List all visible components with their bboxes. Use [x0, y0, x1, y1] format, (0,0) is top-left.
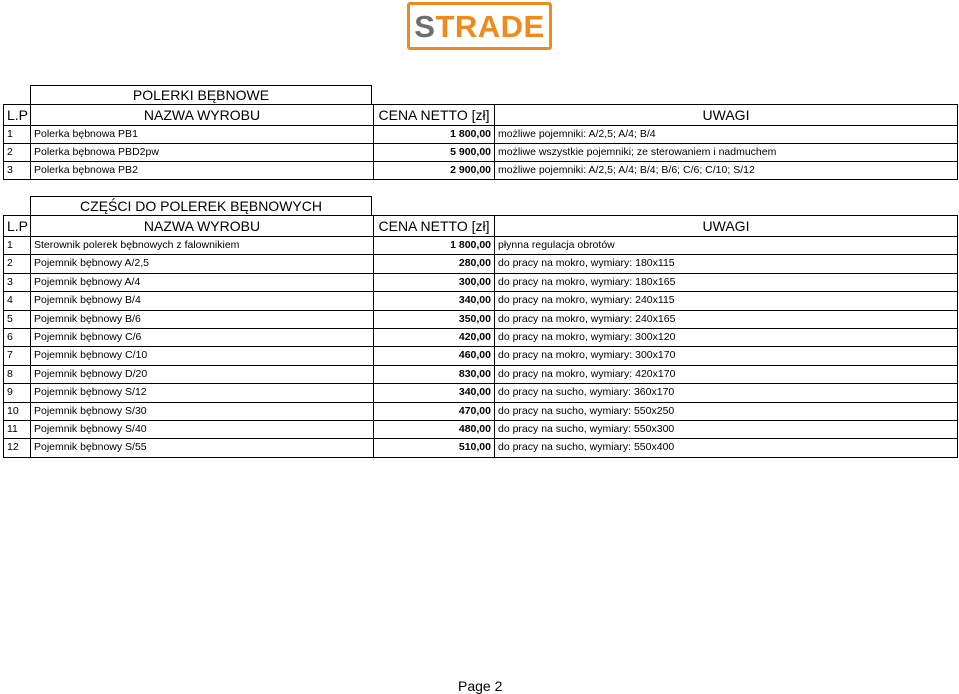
- row-price: 420,00: [374, 329, 495, 347]
- logo-wordmark: STRADE: [414, 8, 545, 44]
- row-notes: do pracy na mokro, wymiary: 240x165: [495, 310, 958, 328]
- row-name: Pojemnik bębnowy S/55: [31, 439, 374, 457]
- page-number: Page 2: [458, 678, 503, 694]
- row-price: 2 900,00: [374, 162, 495, 180]
- row-name: Pojemnik bębnowy A/4: [31, 273, 374, 291]
- header-name: NAZWA WYROBU: [31, 105, 374, 126]
- czesci-table: [3, 215, 958, 458]
- row-name: Pojemnik bębnowy A/2,5: [31, 255, 374, 273]
- table-row: [4, 384, 958, 402]
- row-price: 830,00: [374, 365, 495, 383]
- row-notes: możliwe pojemniki: A/2,5; A/4; B/4; B/6; C/6; C/10; S/12: [495, 162, 958, 180]
- header-lp: L.P: [4, 216, 31, 237]
- row-price: 350,00: [374, 310, 495, 328]
- row-name: Pojemnik bębnowy S/12: [31, 384, 374, 402]
- table-row: [4, 329, 958, 347]
- row-price: 480,00: [374, 421, 495, 439]
- row-notes: do pracy na mokro, wymiary: 240x115: [495, 292, 958, 310]
- row-notes: do pracy na sucho, wymiary: 550x300: [495, 421, 958, 439]
- row-price: 5 900,00: [374, 144, 495, 162]
- section-title-czesci: CZĘŚCI DO POLEREK BĘBNOWYCH: [30, 196, 372, 215]
- row-name: Pojemnik bębnowy D/20: [31, 365, 374, 383]
- table-row: [4, 347, 958, 365]
- row-name: Polerka bębnowa PB2: [31, 162, 374, 180]
- row-lp: 6: [4, 329, 31, 347]
- table-row: [4, 292, 958, 310]
- row-name: Pojemnik bębnowy C/10: [31, 347, 374, 365]
- section-title-polerki: POLERKI BĘBNOWE: [30, 85, 372, 104]
- row-lp: 12: [4, 439, 31, 457]
- table-row: [4, 126, 958, 144]
- row-lp: 2: [4, 255, 31, 273]
- polerki-table: [3, 104, 958, 180]
- row-lp: 10: [4, 402, 31, 420]
- table-row: [4, 273, 958, 291]
- strade-logo: [407, 2, 552, 50]
- row-price: 510,00: [374, 439, 495, 457]
- row-price: 300,00: [374, 273, 495, 291]
- row-name: Pojemnik bębnowy S/40: [31, 421, 374, 439]
- row-notes: możliwe wszystkie pojemniki; ze sterowaniem i nadmuchem: [495, 144, 958, 162]
- row-notes: możliwe pojemniki: A/2,5; A/4; B/4: [495, 126, 958, 144]
- row-notes: do pracy na mokro, wymiary: 420x170: [495, 365, 958, 383]
- row-name: Sterownik polerek bębnowych z falownikiem: [31, 237, 374, 255]
- row-lp: 1: [4, 237, 31, 255]
- row-lp: 7: [4, 347, 31, 365]
- row-price: 340,00: [374, 384, 495, 402]
- row-price: 1 800,00: [374, 126, 495, 144]
- header-lp: L.P: [4, 105, 31, 126]
- row-price: 280,00: [374, 255, 495, 273]
- table-header-row: [4, 105, 958, 126]
- row-lp: 5: [4, 310, 31, 328]
- table-row: [4, 421, 958, 439]
- row-name: Pojemnik bębnowy S/30: [31, 402, 374, 420]
- row-notes: do pracy na sucho, wymiary: 360x170: [495, 384, 958, 402]
- row-notes: do pracy na mokro, wymiary: 300x120: [495, 329, 958, 347]
- row-name: Pojemnik bębnowy C/6: [31, 329, 374, 347]
- row-price: 1 800,00: [374, 237, 495, 255]
- row-notes: do pracy na sucho, wymiary: 550x400: [495, 439, 958, 457]
- row-lp: 3: [4, 273, 31, 291]
- header-name: NAZWA WYROBU: [31, 216, 374, 237]
- header-notes: UWAGI: [495, 216, 958, 237]
- row-price: 460,00: [374, 347, 495, 365]
- table-row: [4, 255, 958, 273]
- row-price: 470,00: [374, 402, 495, 420]
- row-notes: do pracy na sucho, wymiary: 550x250: [495, 402, 958, 420]
- row-name: Pojemnik bębnowy B/4: [31, 292, 374, 310]
- table-row: [4, 365, 958, 383]
- table-row: [4, 402, 958, 420]
- header-notes: UWAGI: [495, 105, 958, 126]
- row-notes: płynna regulacja obrotów: [495, 237, 958, 255]
- row-lp: 3: [4, 162, 31, 180]
- row-name: Polerka bębnowa PB1: [31, 126, 374, 144]
- table-header-row: [4, 216, 958, 237]
- row-lp: 2: [4, 144, 31, 162]
- row-name: Pojemnik bębnowy B/6: [31, 310, 374, 328]
- table-row: [4, 237, 958, 255]
- row-lp: 9: [4, 384, 31, 402]
- row-lp: 8: [4, 365, 31, 383]
- row-price: 340,00: [374, 292, 495, 310]
- table-row: [4, 310, 958, 328]
- table-row: [4, 144, 958, 162]
- row-lp: 1: [4, 126, 31, 144]
- header-price: CENA NETTO [zł]: [374, 216, 495, 237]
- row-notes: do pracy na mokro, wymiary: 300x170: [495, 347, 958, 365]
- header-price: CENA NETTO [zł]: [374, 105, 495, 126]
- table-row: [4, 439, 958, 457]
- row-notes: do pracy na mokro, wymiary: 180x165: [495, 273, 958, 291]
- table-row: [4, 162, 958, 180]
- row-name: Polerka bębnowa PBD2pw: [31, 144, 374, 162]
- row-lp: 11: [4, 421, 31, 439]
- row-notes: do pracy na mokro, wymiary: 180x115: [495, 255, 958, 273]
- row-lp: 4: [4, 292, 31, 310]
